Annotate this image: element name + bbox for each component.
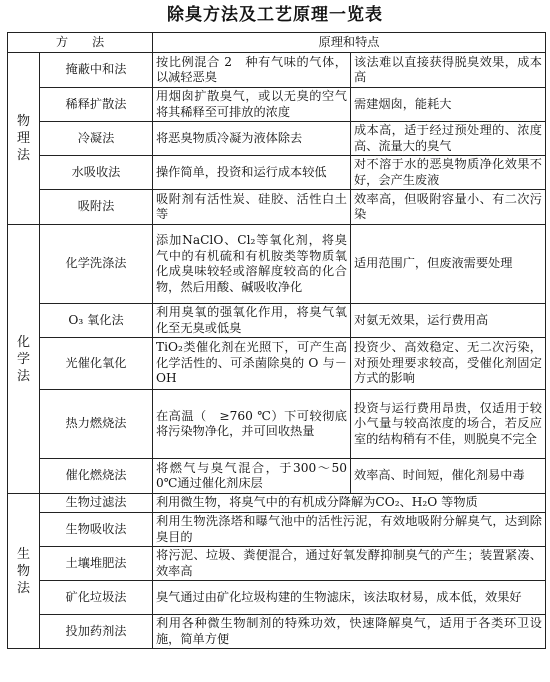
header-principle: 原理和特点 bbox=[153, 33, 546, 53]
feature-cell: 投资少、高效稳定、无二次污染，对预处理要求较高，受催化剂固定方式的影响 bbox=[351, 338, 546, 390]
feature-cell: 对氨无效果，运行费用高 bbox=[351, 304, 546, 338]
method-name: O₃ 氧化法 bbox=[40, 304, 153, 338]
table-row bbox=[8, 615, 546, 649]
method-name: 水吸收法 bbox=[40, 156, 153, 190]
feature-cell: 效率高，但吸附容量小、有二次污染 bbox=[351, 190, 546, 225]
table-row bbox=[8, 581, 546, 615]
principle-cell: 在高温（ ≥760 ℃）下可较彻底将污染物净化，并可回收热量 bbox=[153, 390, 351, 459]
header-method: 方法 bbox=[8, 33, 153, 53]
principle-cell: TiO₂类催化剂在光照下，可产生高化学活性的、可杀菌除臭的 O 与－OH bbox=[153, 338, 351, 390]
method-name: 土壤堆肥法 bbox=[40, 547, 153, 581]
table-row bbox=[8, 338, 546, 390]
method-name: 化学洗涤法 bbox=[40, 225, 153, 304]
feature-cell: 效率高、时间短，催化剂易中毒 bbox=[351, 459, 546, 494]
feature-cell: 成本高，适于经过预处理的、浓度高、流量大的臭气 bbox=[351, 122, 546, 156]
feature-cell: 投资与运行费用昂贵，仅适用于较小气量与较高浓度的场合，若反应室的结构稍有不佳，则脱臭不完全 bbox=[351, 390, 546, 459]
principle-cell: 将恶臭物质冷凝为液体除去 bbox=[153, 122, 351, 156]
table-row bbox=[8, 390, 546, 459]
method-name: 光催化氧化 bbox=[40, 338, 153, 390]
method-name: 热力燃烧法 bbox=[40, 390, 153, 459]
method-name: 冷凝法 bbox=[40, 122, 153, 156]
description-cell: 将污泥、垃圾、粪便混合，通过好氧发酵抑制臭气的产生；装置紧凑、效率高 bbox=[153, 547, 546, 581]
description-cell: 利用各种微生物制剂的特殊功效，快速降解臭气，适用于各类环卫设施，简单方便 bbox=[153, 615, 546, 649]
table-header-row bbox=[8, 33, 546, 53]
table-row bbox=[8, 190, 546, 225]
category-cell: 物 理 法 bbox=[8, 53, 40, 225]
table-row bbox=[8, 156, 546, 190]
description-cell: 利用生物洗涤塔和曝气池中的活性污泥，有效地吸附分解臭气，达到除臭目的 bbox=[153, 513, 546, 547]
table-row bbox=[8, 513, 546, 547]
method-name: 吸附法 bbox=[40, 190, 153, 225]
table-row bbox=[8, 459, 546, 494]
page-title: 除臭方法及工艺原理一览表 bbox=[167, 5, 383, 25]
table-row bbox=[8, 494, 546, 513]
description-cell: 臭气通过由矿化垃圾构建的生物滤床，该法取材易，成本低，效果好 bbox=[153, 581, 546, 615]
principle-cell: 将燃气与臭气混合，于300～500℃通过催化剂床层 bbox=[153, 459, 351, 494]
principle-cell: 添加NaClO、Cl₂等氧化剂，将臭气中的有机硫和有机胺类等物质氧化成臭味较轻或溶解度较高的化合物，然后用酸、碱吸收净化 bbox=[153, 225, 351, 304]
principle-cell: 按比例混合 2 种有气味的气体，以减轻恶臭 bbox=[153, 53, 351, 88]
method-name: 稀释扩散法 bbox=[40, 88, 153, 122]
description-cell: 利用微生物，将臭气中的有机成分降解为CO₂、H₂O 等物质 bbox=[153, 494, 546, 513]
principle-cell: 操作简单，投资和运行成本较低 bbox=[153, 156, 351, 190]
table-row bbox=[8, 88, 546, 122]
principle-cell: 利用臭氧的强氧化作用，将臭气氧化至无臭或低臭 bbox=[153, 304, 351, 338]
principle-cell: 吸附剂有活性炭、硅胶、活性白土等 bbox=[153, 190, 351, 225]
method-name: 投加药剂法 bbox=[40, 615, 153, 649]
table-row bbox=[8, 304, 546, 338]
feature-cell: 对不溶于水的恶臭物质净化效果不好，会产生废液 bbox=[351, 156, 546, 190]
method-name: 生物过滤法 bbox=[40, 494, 153, 513]
method-name: 掩蔽中和法 bbox=[40, 53, 153, 88]
table-row bbox=[8, 547, 546, 581]
feature-cell: 适用范围广，但废液需要处理 bbox=[351, 225, 546, 304]
method-name: 生物吸收法 bbox=[40, 513, 153, 547]
table-row bbox=[8, 225, 546, 304]
table-row bbox=[8, 53, 546, 88]
method-name: 矿化垃圾法 bbox=[40, 581, 153, 615]
method-name: 催化燃烧法 bbox=[40, 459, 153, 494]
table-row bbox=[8, 122, 546, 156]
principle-cell: 用烟囱扩散臭气，或以无臭的空气将其稀释至可排放的浓度 bbox=[153, 88, 351, 122]
category-cell: 生 物 法 bbox=[8, 494, 40, 649]
feature-cell: 需建烟囱，能耗大 bbox=[351, 88, 546, 122]
deodorization-table bbox=[7, 32, 546, 649]
category-cell: 化 学 法 bbox=[8, 225, 40, 494]
feature-cell: 该法难以直接获得脱臭效果，成本高 bbox=[351, 53, 546, 88]
